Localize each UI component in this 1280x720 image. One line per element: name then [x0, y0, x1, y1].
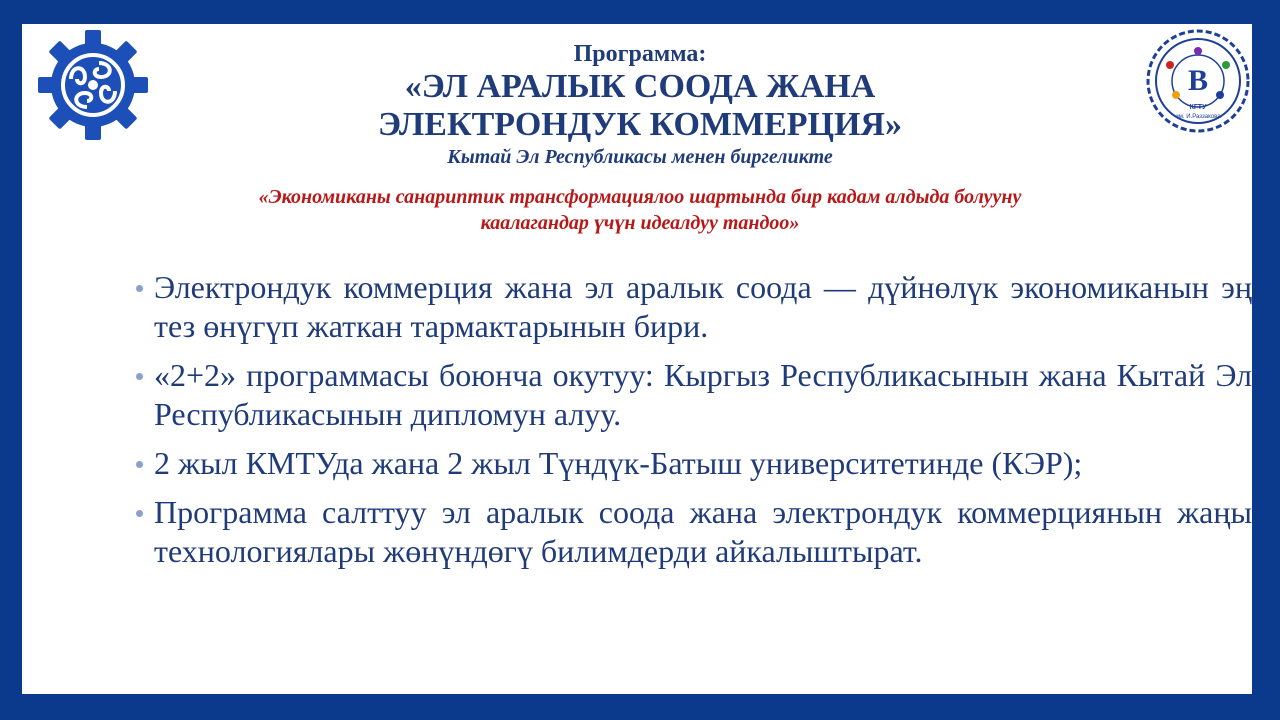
bullet-item: [134, 444, 1252, 483]
gear-ornament-logo: [36, 28, 150, 142]
bullet-item: [134, 356, 1252, 434]
slide-header: [172, 40, 1108, 170]
tagline-line1: «Экономиканы санариптик трансформациялоо шартында бир кадам алдыда болууну: [258, 186, 1022, 208]
university-seal-logo: [1144, 26, 1252, 136]
bullet-text: Электрондук коммерция жана эл аралык соода — дүйнөлүк экономиканын эң тез өнүгүп жаткан тармактарынын бири.: [154, 269, 1252, 344]
program-tagline: [172, 184, 1108, 236]
bullet-list: [134, 268, 1252, 581]
program-subtitle: Кытай Эл Республикасы менен биргеликте: [447, 146, 833, 168]
bullet-text: 2 жыл КМТУда жана 2 жыл Түндүк-Батыш университетинде (КЭР);: [154, 445, 1083, 481]
bullet-item: [134, 493, 1252, 571]
seal-text-line1: КГТУ: [1189, 104, 1207, 111]
seal-letter: В: [1187, 64, 1209, 97]
tagline-line2: каалагандар үчүн идеалдуу тандоо»: [480, 212, 800, 234]
bullet-text: «2+2» программасы боюнча окутуу: Кыргыз Республикасынын жана Кытай Эл Республикасынын дипломун алуу.: [154, 357, 1252, 432]
bullet-dot-icon: [136, 461, 143, 468]
program-kicker: Программа:: [573, 41, 707, 67]
program-title-line1: «ЭЛ АРАЛЫК СООДА ЖАНА: [404, 68, 876, 105]
program-title-line2: ЭЛЕКТРОНДУК КОММЕРЦИЯ»: [378, 106, 902, 143]
bullet-dot-icon: [136, 510, 143, 517]
seal-text-line2: им. И.Раззакова: [1175, 114, 1221, 120]
bullet-item: [134, 268, 1252, 346]
bullet-dot-icon: [136, 285, 143, 292]
bullet-dot-icon: [136, 373, 143, 380]
bullet-text: Программа салттуу эл аралык соода жана электрондук коммерциянын жаңы технологиялары жөнүндөгү билимдерди айкалыштырат.: [154, 494, 1252, 569]
slide: [22, 24, 1252, 694]
